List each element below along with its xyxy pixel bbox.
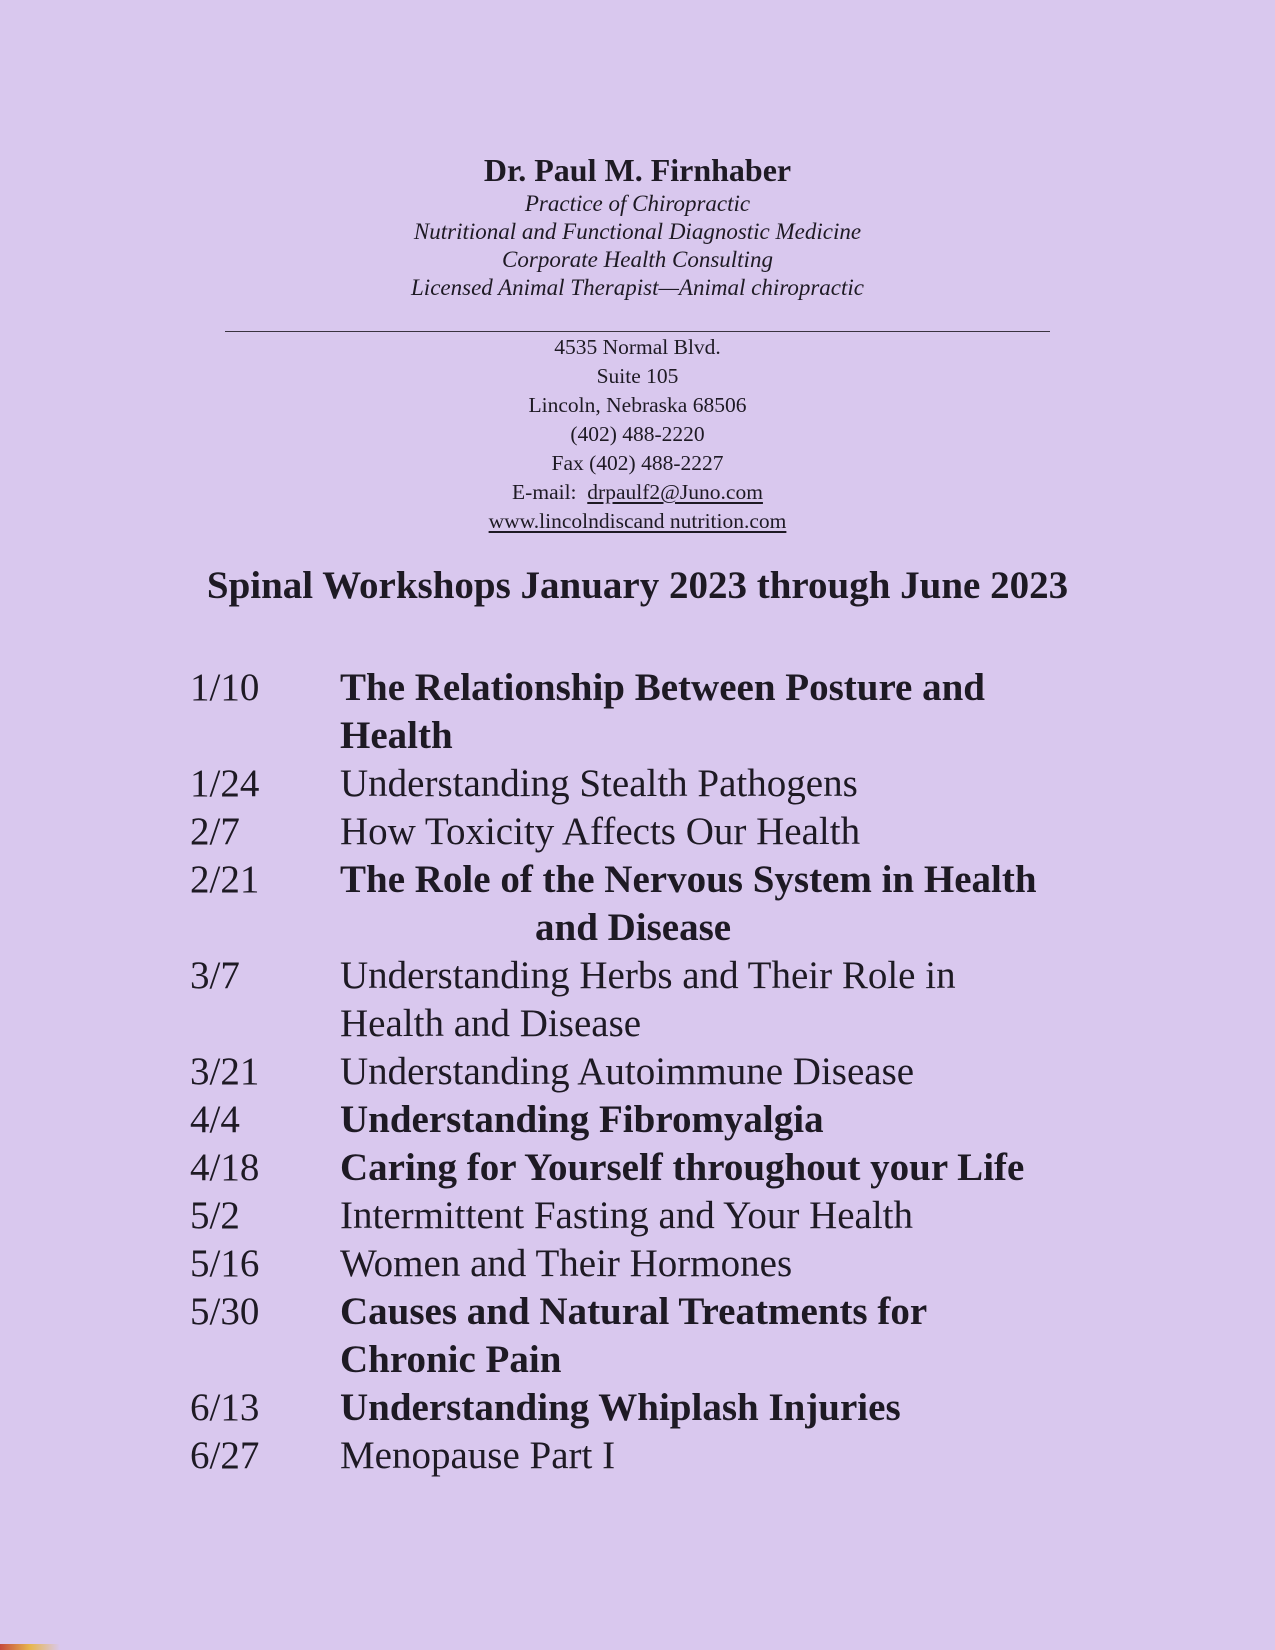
workshop-row bbox=[190, 1144, 1110, 1192]
phone-number: (402) 488-2220 bbox=[570, 422, 705, 446]
workshop-date: 3/21 bbox=[190, 1050, 260, 1093]
workshop-date: 4/18 bbox=[190, 1146, 260, 1189]
workshop-row bbox=[190, 1096, 1110, 1144]
workshop-topic: Women and Their Hormones bbox=[340, 1242, 793, 1285]
workshop-date: 1/10 bbox=[190, 666, 260, 709]
workshop-row bbox=[190, 1384, 1110, 1432]
city-state-zip: Lincoln, Nebraska 68506 bbox=[528, 393, 747, 417]
workshop-row bbox=[190, 1288, 1110, 1384]
workshop-topic: Understanding Stealth Pathogens bbox=[340, 762, 858, 805]
workshop-topic: Caring for Yourself throughout your Life bbox=[340, 1146, 1025, 1189]
website-link[interactable]: www.lincolndiscand nutrition.com bbox=[488, 509, 787, 533]
street-address: 4535 Normal Blvd. bbox=[554, 335, 721, 359]
credential-line: Corporate Health Consulting bbox=[502, 247, 773, 272]
workshop-topic: The Relationship Between Posture and Health bbox=[340, 666, 985, 757]
workshop-date: 5/30 bbox=[190, 1290, 260, 1333]
workshop-row bbox=[190, 760, 1110, 808]
workshop-date: 6/13 bbox=[190, 1386, 260, 1429]
workshop-date: 5/2 bbox=[190, 1194, 240, 1237]
workshop-schedule bbox=[190, 664, 1110, 1480]
workshop-date: 2/7 bbox=[190, 810, 240, 853]
workshop-topic: Menopause Part I bbox=[340, 1434, 616, 1477]
workshop-row bbox=[190, 808, 1110, 856]
workshop-topic: Understanding Autoimmune Disease bbox=[340, 1050, 915, 1093]
credential-line: Licensed Animal Therapist—Animal chiropractic bbox=[411, 275, 864, 300]
workshop-date: 2/21 bbox=[190, 858, 260, 901]
workshop-date: 5/16 bbox=[190, 1242, 260, 1285]
email-line bbox=[0, 478, 1275, 507]
workshop-topic: Understanding Fibromyalgia bbox=[340, 1098, 824, 1141]
workshop-topic: Intermittent Fasting and Your Health bbox=[340, 1194, 914, 1237]
credential-line: Practice of Chiropractic bbox=[524, 191, 751, 216]
scan-edge-artifact bbox=[0, 1644, 60, 1650]
workshop-date: 1/24 bbox=[190, 762, 260, 805]
workshop-row bbox=[190, 952, 1110, 1048]
doctor-name: Dr. Paul M. Firnhaber bbox=[483, 152, 792, 188]
contact-block bbox=[0, 333, 1275, 536]
header-divider bbox=[225, 331, 1050, 332]
fax-number: Fax (402) 488-2227 bbox=[551, 451, 724, 475]
workshop-schedule-title: Spinal Workshops January 2023 through June 2023 bbox=[206, 564, 1069, 607]
letterhead bbox=[0, 150, 1275, 302]
workshop-topic: Understanding Herbs and Their Role in Health and Disease bbox=[340, 954, 956, 1045]
workshop-row bbox=[190, 856, 1110, 952]
workshop-row bbox=[190, 664, 1110, 760]
workshop-row bbox=[190, 1240, 1110, 1288]
workshop-date: 6/27 bbox=[190, 1434, 260, 1477]
email-label: E-mail: bbox=[512, 480, 577, 504]
workshop-row bbox=[190, 1048, 1110, 1096]
workshop-date: 4/4 bbox=[190, 1098, 240, 1141]
workshop-topic: The Role of the Nervous System in Health and Disease bbox=[340, 858, 1037, 949]
workshop-row bbox=[190, 1432, 1110, 1480]
workshop-row bbox=[190, 1192, 1110, 1240]
email-link[interactable]: drpaulf2@Juno.com bbox=[587, 480, 763, 504]
workshop-date: 3/7 bbox=[190, 954, 240, 997]
workshop-topic: Understanding Whiplash Injuries bbox=[340, 1386, 901, 1429]
suite-number: Suite 105 bbox=[596, 364, 679, 388]
workshop-topic: How Toxicity Affects Our Health bbox=[340, 810, 861, 853]
credential-line: Nutritional and Functional Diagnostic Medicine bbox=[413, 219, 862, 244]
workshop-topic: Causes and Natural Treatments for Chronic Pain bbox=[340, 1290, 928, 1381]
